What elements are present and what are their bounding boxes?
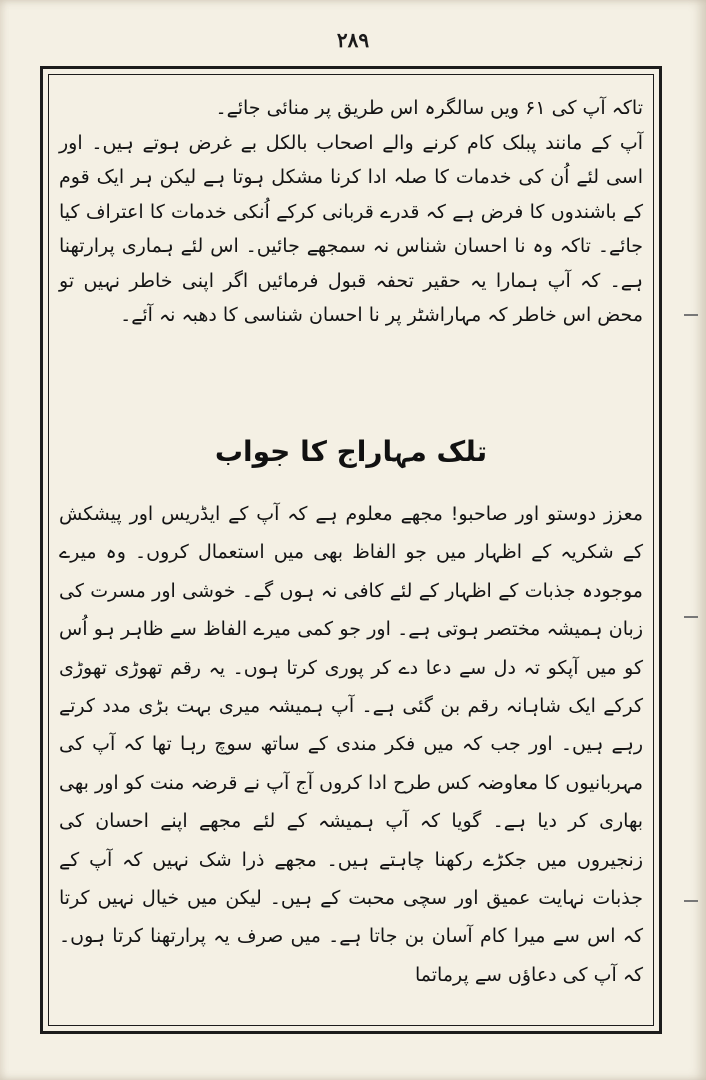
margin-mark — [684, 314, 698, 316]
page-border-inner — [48, 74, 654, 1026]
paragraph: آپ کے مانند پبلک کام کرنے والے اصحاب بالکل بے غرض ہوتے ہیں۔ اور اسی لئے اُن کی خدمات کا صلہ ادا کرنا مشکل ہوتا ہے لیکن ہر ایک قوم کے باشندوں کا فرض ہے کہ قدرے قربانی کرکے اُنکی خدمات کا اعتراف کیا جائے۔ تاکہ وہ نا احسان شناس نہ سمجھے جائیں۔ اس لئے ہماری پرارتھنا ہے۔ کہ آپ ہمارا یہ حقیر تحفہ قبول فرمائیں اگر اپنی خاطر نہیں تو محض اس خاطر کہ مہاراشٹر پر نا احسان شناسی کا دھبہ نہ آئے۔ — [59, 131, 643, 326]
paragraph: معزز دوستو اور صاحبو! مجھے معلوم ہے کہ آپ کے ایڈریس اور پیشکش کے شکریہ کے اظہار میں جو الفاظ بھی میں استعمال کروں۔ وہ میرے موجودہ جذبات کے اظہار کے لئے کافی نہ ہوں گے۔ خوشی اور مسرت کی زبان ہمیشہ مختصر ہوتی ہے۔ اور جو کمی میرے الفاظ سے ظاہر ہو اُس کو میں آپکو تہ دل سے دعا دے کر پوری کرتا ہوں۔ یہ رقم تھوڑی تھوڑی کرکے ایک شاہانہ رقم بن گئی ہے۔ آپ ہمیشہ میری بہت بڑی مدد کرتے رہے ہیں۔ اور جب کہ میں فکر مندی کے ساتھ سوچ رہا تھا کہ آپ کی مہربانیوں کا معاوضہ کس طرح ادا کروں آج آپ نے قرضہ منت کو اور بھی بھاری کر دیا ہے۔ گویا کہ آپ ہمیشہ کے لئے مجھے اپنے احسان کی زنجیروں میں جکڑے رکھنا چاہتے ہیں۔ مجھے ذرا شک نہیں کہ آپ کے جذبات نہایت عمیق اور سچی محبت کے ہیں۔ لیکن میں خیال نہیں کرتا کہ اس سے میرا کام آسان بن جاتا ہے۔ میں صرف یہ پرارتھنا کرتا ہوں۔ کہ آپ کی دعاؤں سے پرماتما — [59, 503, 643, 986]
page-number: ۲۸۹ — [336, 28, 370, 52]
section-heading: تلک مہاراج کا جواب — [214, 435, 488, 468]
paragraph: تاکہ آپ کی ۶۱ ویں سالگرہ اس طریق پر منائی جائے۔ — [215, 97, 643, 119]
page-border-outer — [40, 66, 662, 1034]
margin-mark — [684, 900, 698, 902]
margin-mark — [684, 616, 698, 618]
intro-text-block — [49, 91, 653, 333]
reply-text-block — [49, 495, 653, 994]
